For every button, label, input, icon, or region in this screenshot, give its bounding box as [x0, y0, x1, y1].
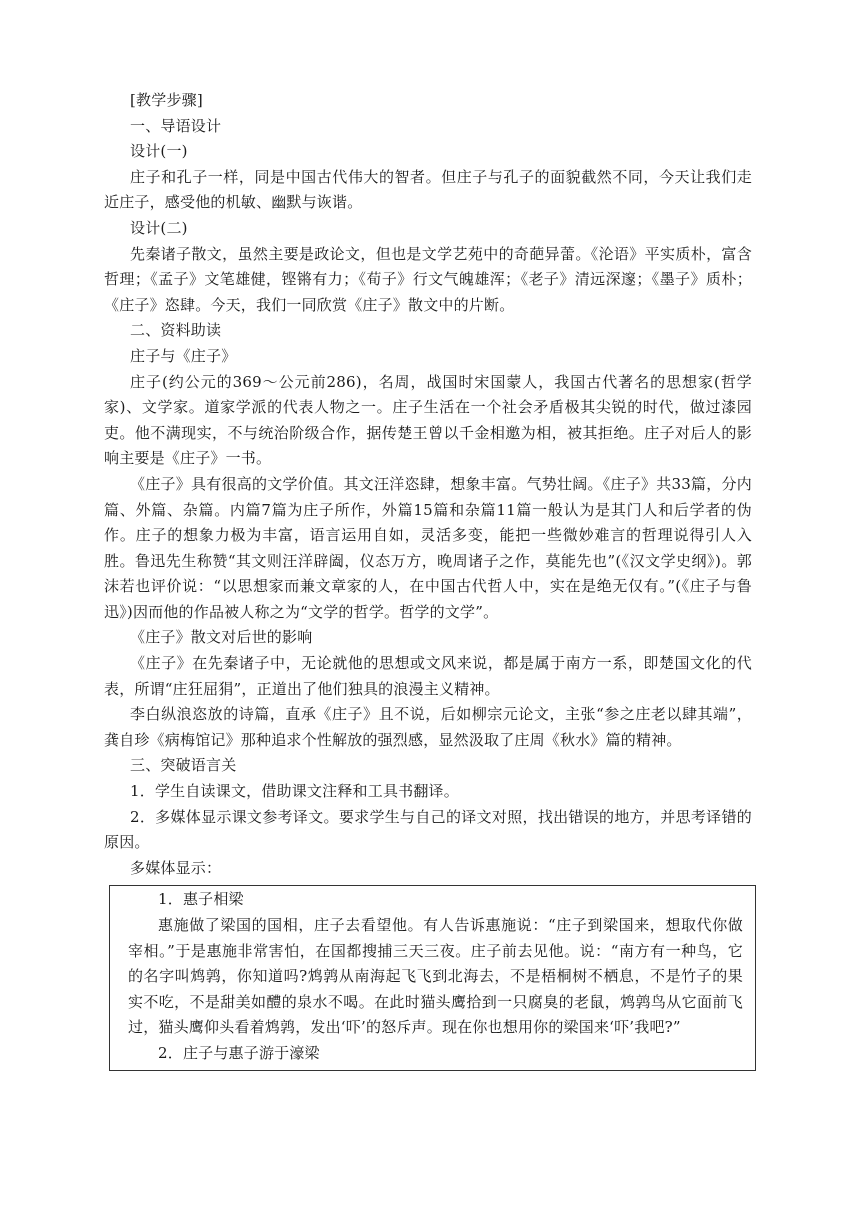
paragraph: 庄子(约公元的369～公元前286)，名周，战国时宋国蒙人，我国古代著名的思想家(哲学家)、文学家。道家学派的代表人物之一。庄子生活在一个社会矛盾极其尖锐的时代，做过漆园吏。他不满现实，不与统治阶级合作，据传楚王曾以千金相邀为相，被其拒绝。庄子对后人的影响主要是《庄子》一书。	[104, 372, 752, 468]
paragraph: 《庄子》在先秦诸子中，无论就他的思想或文风来说，都是属于南方一系，即楚国文化的代表，所谓“庄狂屈狷”，正道出了他们独具的浪漫主义精神。	[104, 654, 752, 698]
section-heading-intro: 一、导语设计	[130, 116, 222, 135]
paragraph: 李白纵浪恣放的诗篇，直承《庄子》且不说，后如柳宗元论文，主张“参之庄老以肆其端”，龚自珍《病梅馆记》那种追求个性解放的强烈感，显然汲取了庄周《秋水》篇的精神。	[104, 705, 752, 749]
box-title-two: 2．庄子与惠子游于濠梁	[158, 1043, 320, 1062]
multimedia-box	[109, 885, 756, 1070]
paragraph: 庄子和孔子一样，同是中国古代伟大的智者。但庄子与孔子的面貌截然不同，今天让我们走近庄子，感受他的机敏、幽默与诙谐。	[104, 167, 752, 212]
design-two-heading: 设计(二)	[130, 218, 188, 237]
subheading-influence: 《庄子》散文对后世的影响	[130, 628, 313, 647]
subheading-zhuangzi: 庄子与《庄子》	[130, 346, 237, 365]
design-one-heading: 设计(一)	[130, 142, 188, 161]
document-body	[104, 88, 752, 1071]
teaching-steps-heading: [教学步骤]	[130, 91, 203, 109]
list-item: 1．学生自读课文，借助课文注释和工具书翻译。	[130, 782, 459, 801]
paragraph: 《庄子》具有很高的文学价值。其文汪洋恣肆，想象丰富。气势壮阔。《庄子》共33篇，分内篇、外篇、杂篇。内篇7篇为庄子所作，外篇15篇和杂篇11篇一般认为是其门人和后学者的伪作。庄子的想象力极为丰富，语言运用自如，灵活多变，能把一些微妙难言的哲理说得引人入胜。鲁迅先生称赞“其文则汪洋辟阖，仪态万方，晚周诸子之作，莫能先也”(《汉文学史纲》)。郭沫若也评价说：“以思想家而兼文章家的人，在中国古代哲人中，实在是绝无仅有。”(《庄子与鲁迅》)因而他的作品被人称之为“文学的哲学。哲学的文学”。	[104, 474, 752, 621]
box-paragraph: 惠施做了梁国的国相，庄子去看望他。有人告诉惠施说：“庄子到梁国来，想取代你做宰相。”于是惠施非常害怕，在国都搜捕三天三夜。庄子前去见他。说：“南方有一种鸟，它的名字叫鸩鹑，你知道吗?鸩鹑从南海起飞飞到北海去，不是梧桐树不栖息，不是竹子的果实不吃，不是甜美如醴的泉水不喝。在此时猫头鹰拾到一只腐臭的老鼠，鸩鹑鸟从它面前飞过，猫头鹰仰头看着鸩鹑，发出‘吓’的怒斥声。现在你也想用你的梁国来‘吓’我吧?”	[128, 916, 743, 1037]
section-heading-language: 三、突破语言关	[130, 756, 237, 775]
section-heading-materials: 二、资料助读	[130, 321, 222, 340]
box-title-one: 1．惠子相梁	[158, 890, 244, 909]
list-item: 2．多媒体显示课文参考译文。要求学生与自己的译文对照，找出错误的地方，并思考译错的原因。	[104, 807, 752, 852]
multimedia-label: 多媒体显示：	[130, 858, 222, 877]
paragraph: 先秦诸子散文，虽然主要是政论文，但也是文学艺苑中的奇葩异蕾。《沦语》平实质朴，富含哲理；《孟子》文笔雄健，铿锵有力；《荀子》行文气魄雄浑；《老子》清远深邃；《墨子》质朴；《庄子》恣肆。今天，我们一同欣赏《庄子》散文中的片断。	[104, 244, 752, 314]
